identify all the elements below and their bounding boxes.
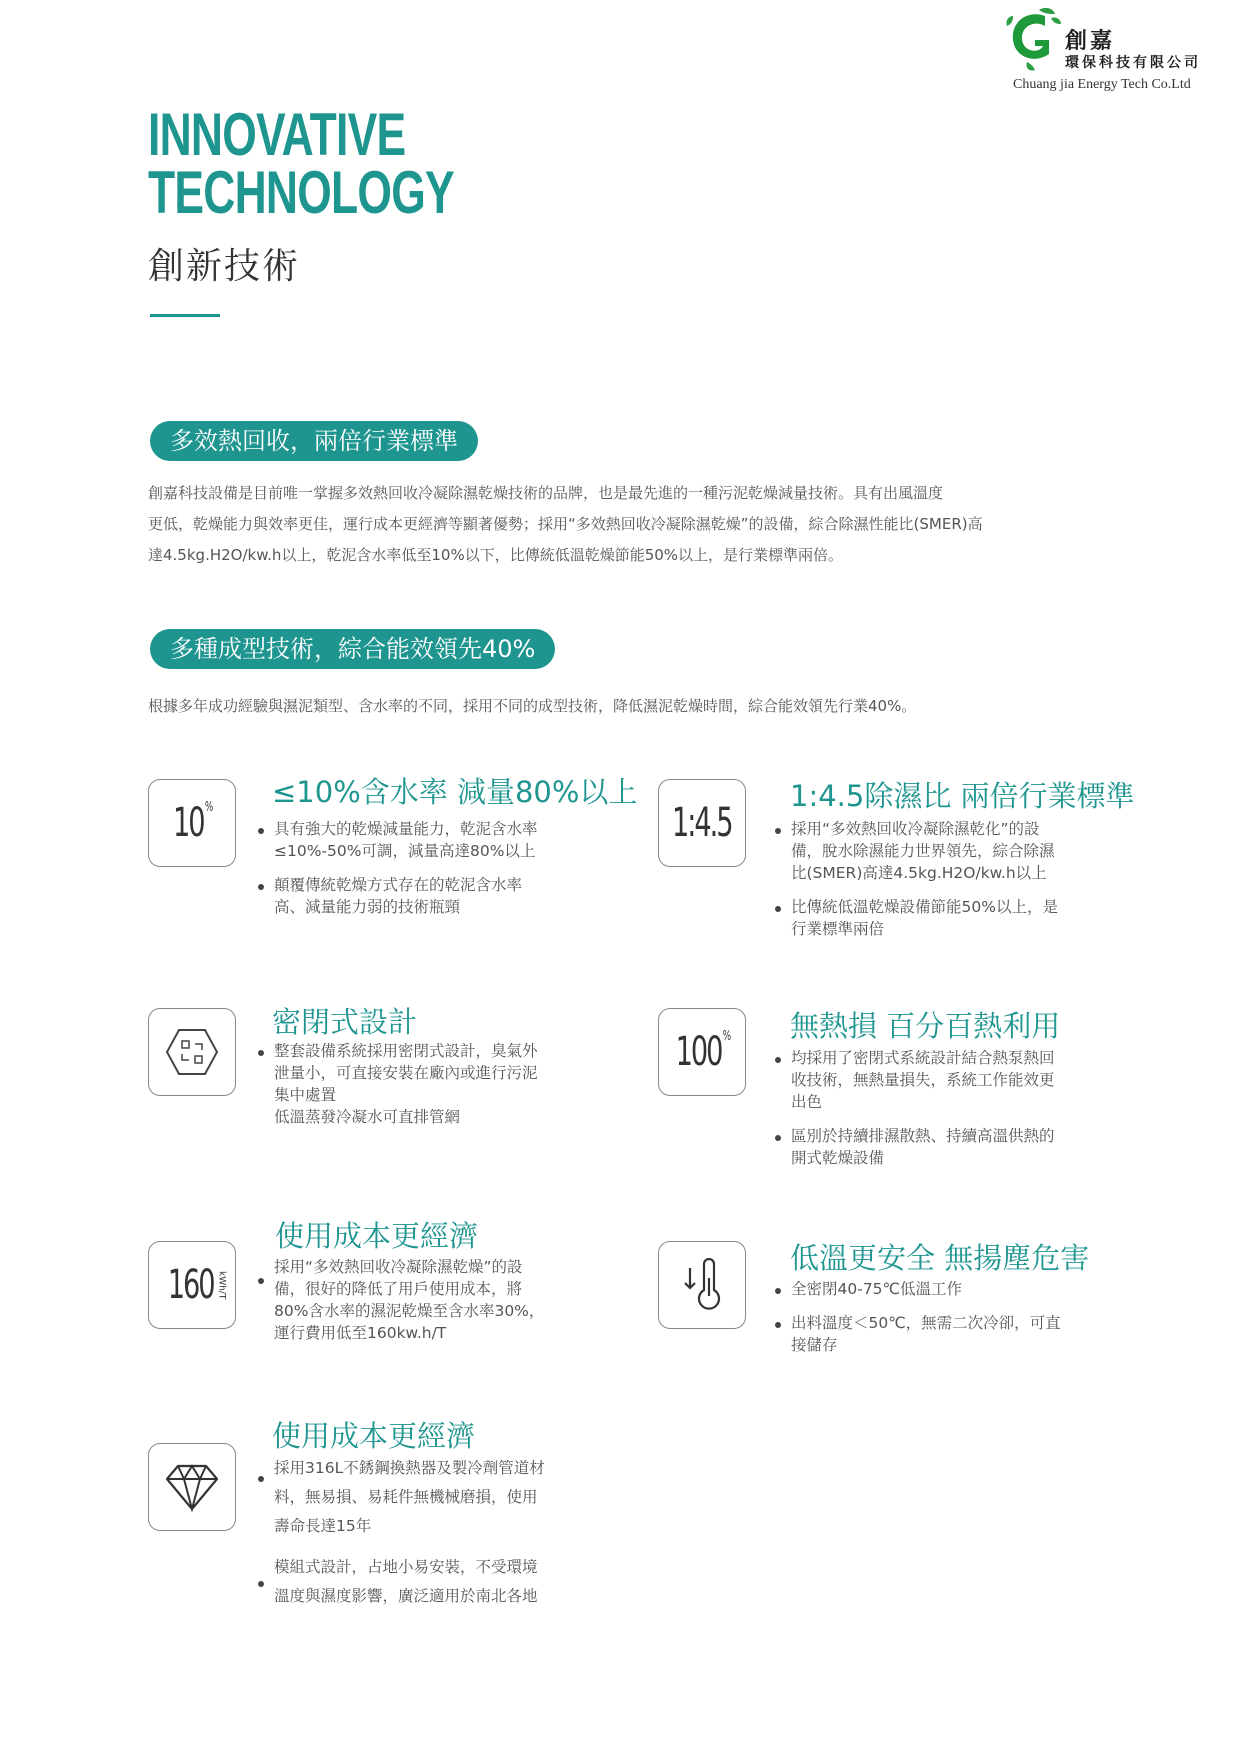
feature-bullets [258, 1256, 544, 1356]
feature-bullets [258, 818, 538, 930]
section-paragraph-heat-recovery [148, 478, 983, 571]
paragraph-line: 更低，乾燥能力與效率更佳，運行成本更經濟等顯著優勢；採用“多效熱回收冷凝除濕乾燥”的設備，綜合除濕性能比(SMER)高 [148, 515, 983, 533]
bullet-item: 全密閉40-75℃低溫工作 [775, 1278, 1061, 1300]
logo-subtitle-cn: 環保科技有限公司 [1065, 55, 1201, 71]
title-divider [150, 314, 220, 317]
feature-title: 低溫更安全 無揚塵危害 [790, 1241, 1090, 1275]
title-line-2: TECHNOLOGY [148, 159, 454, 226]
leaf-logo-icon [1005, 6, 1063, 72]
percent-100-icon: 100% [658, 1008, 746, 1096]
company-logo [1005, 6, 1225, 90]
logo-name-cn: 創嘉 [1065, 28, 1116, 54]
bullet-item: 整套設備系統採用密閉式設計，臭氣外 泄量小，可直接安裝在廠內或進行污泥 集中處置 低溫蒸發冷凝水可直排管網 [258, 1040, 538, 1128]
feature-bullets [775, 1047, 1055, 1181]
feature-title: 使用成本更經濟 [272, 1419, 476, 1453]
bullet-item: 模組式設計，占地小易安裝，不受環境 溫度與濕度影響，廣泛適用於南北各地 [258, 1553, 545, 1611]
cost-160-icon: 160 kWh/T [148, 1241, 236, 1329]
bullet-item: 具有強大的乾燥減量能力，乾泥含水率 ≤10%-50%可調，減量高達80%以上 [258, 818, 538, 862]
feature-title: 密閉式設計 [272, 1005, 418, 1039]
feature-title: 無熱損 百分百熱利用 [790, 1009, 1061, 1043]
feature-bullets [775, 1278, 1061, 1368]
bullet-item: 採用“多效熱回收冷凝除濕乾化”的設 備，脫水除濕能力世界領先，綜合除濕 比(SMER)高達4.5kg.H2O/kw.h以上 [775, 818, 1058, 884]
feature-title: 1:4.5除濕比 兩倍行業標準 [790, 779, 1135, 813]
paragraph-line: 達4.5kg.H2O/kw.h以上，乾泥含水率低至10%以下，比傳統低溫乾燥節能50%以上，是行業標準兩倍。 [148, 546, 844, 564]
logo-name-en: Chuang jia Energy Tech Co.Ltd [1013, 77, 1191, 92]
page-title-cn: 創新技術 [148, 246, 301, 287]
paragraph-line: 根據多年成功經驗與濕泥類型、含水率的不同，採用不同的成型技術，降低濕泥乾燥時間，綜合能效領先行業40%。 [148, 697, 917, 715]
feature-bullets [258, 1454, 545, 1623]
section-paragraph-forming-tech [148, 691, 916, 722]
ratio-icon: 1:4.5 [658, 779, 746, 867]
bullet-item: 出料溫度＜50℃，無需二次冷卻，可直 接儲存 [775, 1312, 1061, 1356]
bullet-item: 顛覆傳統乾燥方式存在的乾泥含水率 高、減量能力弱的技術瓶頸 [258, 874, 538, 918]
bullet-item: 比傳統低溫乾燥設備節能50%以上，是 行業標準兩倍 [775, 896, 1058, 940]
bullet-item: 均採用了密閉式系統設計結合熱泵熱回 收技術，無熱量損失，系統工作能效更 出色 [775, 1047, 1055, 1113]
diamond-icon [148, 1443, 236, 1531]
feature-bullets [775, 818, 1058, 952]
section-pill-heat-recovery: 多效熱回收，兩倍行業標準 [150, 421, 478, 461]
section-pill-forming-tech: 多種成型技術，綜合能效領先40% [150, 629, 555, 669]
page-title-en [148, 101, 454, 226]
feature-bullets [258, 1040, 538, 1140]
bullet-item: 採用“多效熱回收冷凝除濕乾燥”的設 備，很好的降低了用戶使用成本，將 80%含水率的濕泥乾燥至含水率30%， 運行費用低至160kw.h/T [258, 1256, 544, 1344]
sealed-hexagon-icon [148, 1008, 236, 1096]
paragraph-line: 創嘉科技設備是目前唯一掌握多效熱回收冷凝除濕乾燥技術的品牌，也是最先進的一種污泥乾燥減量技術。具有出風溫度 [148, 484, 944, 502]
feature-title: 使用成本更經濟 [275, 1219, 479, 1253]
bullet-item: 採用316L不銹鋼換熱器及製冷劑管道材 料，無易損、易耗件無機械磨損，使用 壽命長達15年 [258, 1454, 545, 1541]
percent-10-icon: 10% [148, 779, 236, 867]
title-line-1: INNOVATIVE [148, 101, 406, 168]
bullet-item: 區別於持續排濕散熱、持續高溫供熱的 開式乾燥設備 [775, 1125, 1055, 1169]
thermometer-icon [658, 1241, 746, 1329]
feature-title: ≤10%含水率 減量80%以上 [272, 775, 638, 809]
